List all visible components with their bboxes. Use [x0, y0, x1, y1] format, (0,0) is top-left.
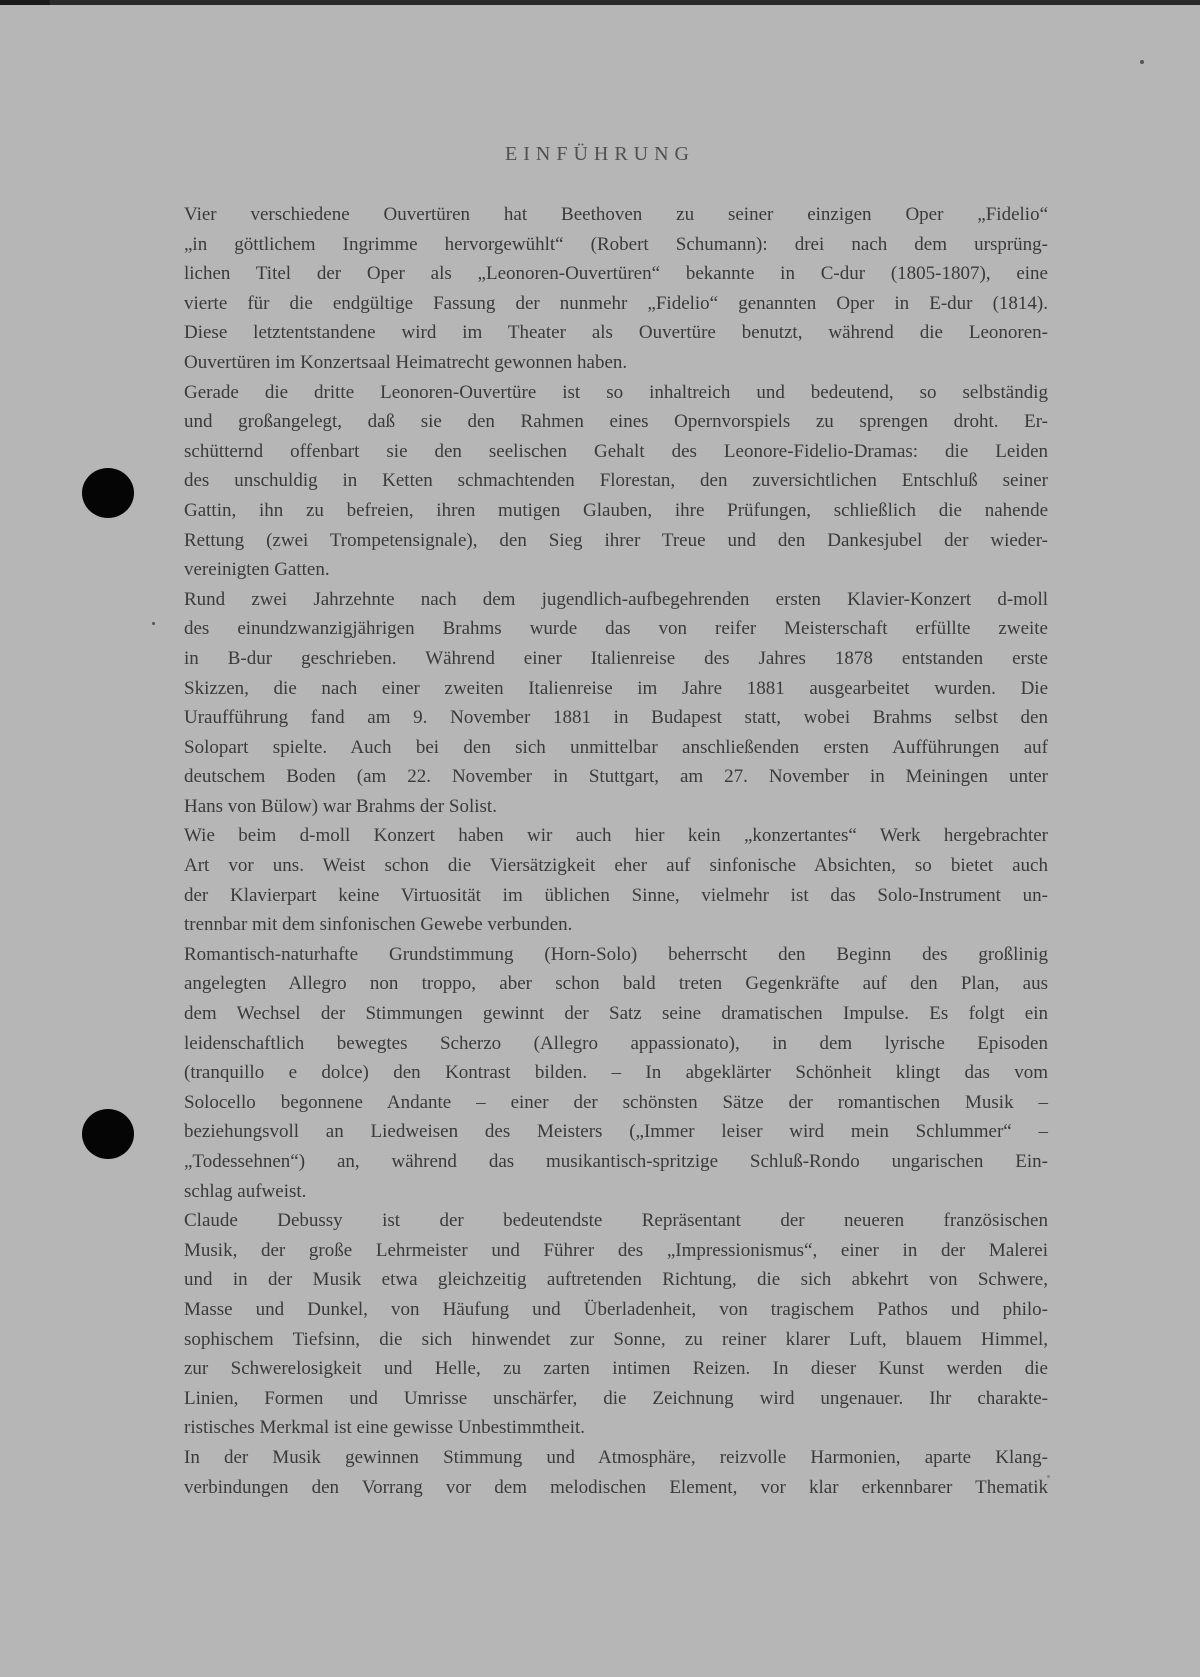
paragraph — [184, 585, 1048, 822]
text-line: Gattin, ihn zu befreien, ihren mutigen Glauben, ihre Prüfungen, schließlich die nahende — [184, 499, 1048, 521]
scan-speck — [152, 622, 155, 625]
text-line: leidenschaftlich bewegtes Scherzo (Allegro appassionato), in dem lyrische Episoden — [184, 1032, 1048, 1054]
text-line: Romantisch-naturhafte Grundstimmung (Horn-Solo) beherrscht den Beginn des großlinig — [184, 943, 1048, 965]
scan-speck — [1140, 60, 1144, 64]
text-line: des unschuldig in Ketten schmachtenden Florestan, den zuversichtlichen Entschluß seiner — [184, 470, 1048, 492]
text-line: Art vor uns. Weist schon die Viersätzigkeit eher auf sinfonische Absichten, so bietet auch — [184, 855, 1048, 877]
text-line: vierte für die endgültige Fassung der nunmehr „Fidelio“ genannten Oper in E-dur (1814). — [184, 292, 1048, 314]
text-line: schlag aufweist. — [184, 1180, 307, 1202]
text-line: trennbar mit dem sinfonischen Gewebe verbunden. — [184, 914, 573, 936]
punch-hole-lower — [82, 1109, 134, 1159]
text-line: verbindungen den Vorrang vor dem melodischen Element, vor klar erkennbarer Thematik — [184, 1476, 1048, 1498]
text-line: deutschem Boden (am 22. November in Stuttgart, am 27. November in Meiningen unter — [184, 766, 1048, 788]
text-line: angelegten Allegro non troppo, aber schon bald treten Gegenkräfte auf den Plan, aus — [184, 973, 1048, 995]
text-line: lichen Titel der Oper als „Leonoren-Ouvertüren“ bekannte in C-dur (1805-1807), eine — [184, 263, 1048, 285]
text-line: und in der Musik etwa gleichzeitig auftretenden Richtung, die sich abkehrt von Schwere, — [184, 1269, 1048, 1291]
text-line: des einundzwanzigjährigen Brahms wurde das von reifer Meisterschaft erfüllte zweite — [184, 618, 1048, 640]
text-line: Vier verschiedene Ouvertüren hat Beethoven zu seiner einzigen Oper „Fidelio“ — [184, 204, 1048, 225]
text-line: Solopart spielte. Auch bei den sich unmittelbar anschließenden ersten Aufführungen auf — [184, 736, 1048, 758]
text-line: sophischem Tiefsinn, die sich hinwendet zur Sonne, zu reiner klarer Luft, blauem Himmel, — [184, 1328, 1048, 1350]
punch-hole-upper — [82, 468, 134, 518]
paragraph — [184, 1443, 1048, 1502]
text-line: ristisches Merkmal ist eine gewisse Unbestimmtheit. — [184, 1417, 586, 1439]
text-line: Skizzen, die nach einer zweiten Italienreise im Jahre 1881 ausgearbeitet wurden. Die — [184, 677, 1048, 699]
text-line: Diese letztentstandene wird im Theater als Ouvertüre benutzt, während die Leonoren- — [184, 322, 1048, 344]
text-line: dem Wechsel der Stimmungen gewinnt der Satz seine dramatischen Impulse. Es folgt ein — [184, 1003, 1048, 1025]
text-line: der Klavierpart keine Virtuosität im üblichen Sinne, vielmehr ist das Solo-Instrument un- — [184, 884, 1048, 906]
text-line: Uraufführung fand am 9. November 1881 in Budapest statt, wobei Brahms selbst den — [184, 707, 1048, 729]
text-line: Rund zwei Jahrzehnte nach dem jugendlich-aufbegehrenden ersten Klavier-Konzert d-moll — [184, 588, 1048, 610]
paragraph — [184, 200, 1048, 378]
text-line: Claude Debussy ist der bedeutendste Repräsentant der neueren französischen — [184, 1210, 1048, 1232]
paragraph — [184, 940, 1048, 1206]
text-line: und großangelegt, daß sie den Rahmen eines Opernvorspiels zu sprengen droht. Er- — [184, 411, 1048, 433]
text-line: Wie beim d-moll Konzert haben wir auch hier kein „konzertantes“ Werk hergebrachter — [184, 825, 1048, 847]
text-line: Solocello begonnene Andante – einer der schönsten Sätze der romantischen Musik – — [184, 1091, 1048, 1113]
text-line: zur Schwerelosigkeit und Helle, zu zarten intimen Reizen. In dieser Kunst werden die — [184, 1358, 1048, 1380]
text-line: „in göttlichem Ingrimme hervorgewühlt“ (Robert Schumann): drei nach dem ursprüng- — [184, 233, 1048, 255]
text-line: Masse und Dunkel, von Häufung und Überladenheit, von tragischem Pathos und philo- — [184, 1298, 1048, 1320]
text-line: Linien, Formen und Umrisse unschärfer, die Zeichnung wird ungenauer. Ihr charakte- — [184, 1387, 1048, 1409]
body-text — [184, 200, 1048, 1502]
text-line: Gerade die dritte Leonoren-Ouvertüre ist so inhaltreich und bedeutend, so selbständig — [184, 381, 1048, 403]
text-line: vereinigten Gatten. — [184, 559, 330, 581]
text-line: beziehungsvoll an Liedweisen des Meisters („Immer leiser wird mein Schlummer“ – — [184, 1121, 1048, 1143]
text-line: Ouvertüren im Konzertsaal Heimatrecht gewonnen haben. — [184, 351, 628, 373]
paragraph — [184, 1206, 1048, 1443]
paragraph — [184, 378, 1048, 585]
text-line: In der Musik gewinnen Stimmung und Atmosphäre, reizvolle Harmonien, aparte Klang- — [184, 1446, 1048, 1468]
text-line: Hans von Bülow) war Brahms der Solist. — [184, 795, 497, 817]
page-title: EINFÜHRUNG — [505, 143, 695, 165]
text-line: Musik, der große Lehrmeister und Führer des „Impressionismus“, einer in der Malerei — [184, 1239, 1048, 1261]
paragraph — [184, 821, 1048, 939]
text-line: schütternd offenbart sie den seelischen Gehalt des Leonore-Fidelio-Dramas: die Leiden — [184, 440, 1048, 462]
text-line: Rettung (zwei Trompetensignale), den Sieg ihrer Treue und den Dankesjubel der wieder- — [184, 529, 1048, 551]
text-line: „Todessehnen“) an, während das musikantisch-spritzige Schluß-Rondo ungarischen Ein- — [184, 1151, 1048, 1172]
text-line: in B-dur geschrieben. Während einer Italienreise des Jahres 1878 entstanden erste — [184, 647, 1048, 669]
text-line: (tranquillo e dolce) den Kontrast bilden. – In abgeklärter Schönheit klingt das vom — [184, 1062, 1048, 1084]
